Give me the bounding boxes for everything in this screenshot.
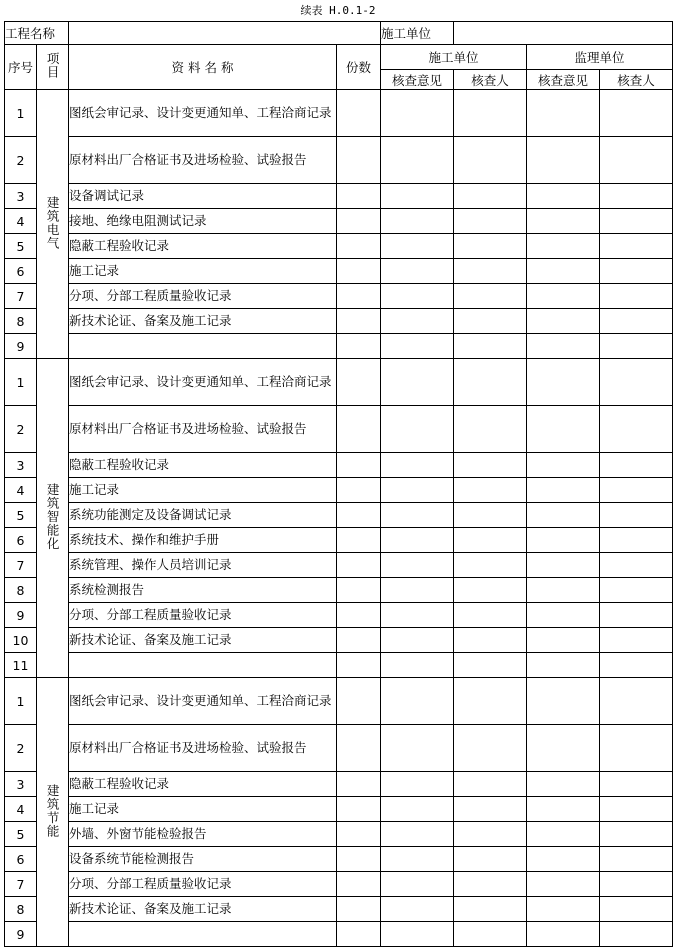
table-row bbox=[5, 359, 673, 406]
row-material-name: 设备系统节能检测报告 bbox=[69, 847, 337, 872]
row-material-name: 原材料出厂合格证书及进场检验、试验报告 bbox=[69, 137, 337, 184]
row-copies-input[interactable] bbox=[337, 653, 381, 678]
row-seq: 2 bbox=[5, 406, 37, 453]
row-construction-review-opinion-input[interactable] bbox=[381, 90, 454, 137]
row-construction-reviewer-input[interactable] bbox=[454, 553, 527, 578]
section-item-name bbox=[37, 90, 69, 359]
row-construction-review-opinion-input[interactable] bbox=[381, 797, 454, 822]
row-construction-review-opinion-input[interactable] bbox=[381, 284, 454, 309]
row-seq: 6 bbox=[5, 259, 37, 284]
row-material-name bbox=[69, 922, 337, 947]
row-supervision-reviewer-input[interactable] bbox=[600, 503, 673, 528]
row-material-name: 接地、绝缘电阻测试记录 bbox=[69, 209, 337, 234]
row-construction-review-opinion-input[interactable] bbox=[381, 553, 454, 578]
row-supervision-review-opinion-input[interactable] bbox=[527, 528, 600, 553]
row-supervision-review-opinion-input[interactable] bbox=[527, 137, 600, 184]
row-construction-review-opinion-input[interactable] bbox=[381, 628, 454, 653]
table-row bbox=[5, 503, 673, 528]
row-construction-review-opinion-input[interactable] bbox=[381, 897, 454, 922]
row-construction-reviewer-input[interactable] bbox=[454, 772, 527, 797]
row-construction-reviewer-input[interactable] bbox=[454, 528, 527, 553]
row-supervision-review-opinion-input[interactable] bbox=[527, 453, 600, 478]
row-construction-reviewer-input[interactable] bbox=[454, 628, 527, 653]
row-material-name: 原材料出厂合格证书及进场检验、试验报告 bbox=[69, 725, 337, 772]
row-construction-reviewer-input[interactable] bbox=[454, 478, 527, 503]
row-seq: 8 bbox=[5, 578, 37, 603]
row-supervision-review-opinion-input[interactable] bbox=[527, 725, 600, 772]
table-row bbox=[5, 137, 673, 184]
row-material-name: 外墙、外窗节能检验报告 bbox=[69, 822, 337, 847]
row-supervision-reviewer-input[interactable] bbox=[600, 359, 673, 406]
table-row bbox=[5, 628, 673, 653]
row-construction-review-opinion-input[interactable] bbox=[381, 234, 454, 259]
row-supervision-review-opinion-input[interactable] bbox=[527, 628, 600, 653]
row-material-name: 系统功能测定及设备调试记录 bbox=[69, 503, 337, 528]
row-copies-input[interactable] bbox=[337, 678, 381, 725]
row-copies-input[interactable] bbox=[337, 822, 381, 847]
row-copies-input[interactable] bbox=[337, 847, 381, 872]
row-construction-reviewer-input[interactable] bbox=[454, 137, 527, 184]
row-construction-reviewer-input[interactable] bbox=[454, 725, 527, 772]
table-row bbox=[5, 678, 673, 725]
section-item-name-label: 建筑智能化 bbox=[45, 482, 61, 551]
column-header-seq bbox=[5, 45, 37, 90]
project-name-label: 工程名称 bbox=[5, 22, 69, 45]
row-supervision-review-opinion-input[interactable] bbox=[527, 922, 600, 947]
table-row bbox=[5, 725, 673, 772]
table-row bbox=[5, 334, 673, 359]
row-supervision-review-opinion-input[interactable] bbox=[527, 872, 600, 897]
row-supervision-review-opinion-input[interactable] bbox=[527, 284, 600, 309]
row-seq: 4 bbox=[5, 797, 37, 822]
row-copies-input[interactable] bbox=[337, 234, 381, 259]
row-seq: 11 bbox=[5, 653, 37, 678]
row-construction-review-opinion-input[interactable] bbox=[381, 259, 454, 284]
row-copies-input[interactable] bbox=[337, 503, 381, 528]
row-seq: 3 bbox=[5, 453, 37, 478]
table-row bbox=[5, 553, 673, 578]
row-supervision-review-opinion-input[interactable] bbox=[527, 678, 600, 725]
table-row bbox=[5, 822, 673, 847]
row-supervision-reviewer-input[interactable] bbox=[600, 725, 673, 772]
row-supervision-review-opinion-input[interactable] bbox=[527, 334, 600, 359]
row-construction-reviewer-input[interactable] bbox=[454, 922, 527, 947]
row-seq: 9 bbox=[5, 922, 37, 947]
row-copies-input[interactable] bbox=[337, 897, 381, 922]
row-construction-review-opinion-input[interactable] bbox=[381, 309, 454, 334]
row-seq: 3 bbox=[5, 772, 37, 797]
table-row bbox=[5, 406, 673, 453]
row-supervision-reviewer-input[interactable] bbox=[600, 578, 673, 603]
column-header-item bbox=[37, 45, 69, 90]
row-material-name: 隐蔽工程验收记录 bbox=[69, 234, 337, 259]
row-construction-review-opinion-input[interactable] bbox=[381, 334, 454, 359]
table-row bbox=[5, 259, 673, 284]
table-row bbox=[5, 184, 673, 209]
row-supervision-reviewer-input[interactable] bbox=[600, 406, 673, 453]
row-construction-review-opinion-input[interactable] bbox=[381, 453, 454, 478]
column-header-construction-reviewer: 核查人 bbox=[454, 70, 527, 90]
row-supervision-review-opinion-input[interactable] bbox=[527, 259, 600, 284]
row-copies-input[interactable] bbox=[337, 528, 381, 553]
row-construction-reviewer-input[interactable] bbox=[454, 678, 527, 725]
row-copies-input[interactable] bbox=[337, 578, 381, 603]
row-copies-input[interactable] bbox=[337, 259, 381, 284]
row-seq: 9 bbox=[5, 603, 37, 628]
row-material-name: 图纸会审记录、设计变更通知单、工程洽商记录 bbox=[69, 90, 337, 137]
row-supervision-review-opinion-input[interactable] bbox=[527, 653, 600, 678]
row-material-name: 隐蔽工程验收记录 bbox=[69, 772, 337, 797]
row-construction-review-opinion-input[interactable] bbox=[381, 359, 454, 406]
row-copies-input[interactable] bbox=[337, 309, 381, 334]
row-supervision-review-opinion-input[interactable] bbox=[527, 553, 600, 578]
row-supervision-reviewer-input[interactable] bbox=[600, 603, 673, 628]
row-supervision-review-opinion-input[interactable] bbox=[527, 209, 600, 234]
construction-unit-value[interactable] bbox=[454, 22, 673, 45]
row-supervision-reviewer-input[interactable] bbox=[600, 678, 673, 725]
row-material-name: 新技术论证、备案及施工记录 bbox=[69, 309, 337, 334]
row-material-name: 隐蔽工程验收记录 bbox=[69, 453, 337, 478]
table-row bbox=[5, 578, 673, 603]
row-material-name: 系统技术、操作和维护手册 bbox=[69, 528, 337, 553]
row-seq: 7 bbox=[5, 284, 37, 309]
row-material-name: 新技术论证、备案及施工记录 bbox=[69, 897, 337, 922]
row-copies-input[interactable] bbox=[337, 453, 381, 478]
row-supervision-reviewer-input[interactable] bbox=[600, 653, 673, 678]
column-header-copies-label: 份数 bbox=[346, 60, 372, 75]
table-row bbox=[5, 772, 673, 797]
row-supervision-reviewer-input[interactable] bbox=[600, 772, 673, 797]
page-title: 续表 H.0.1-2 bbox=[300, 4, 376, 17]
row-construction-reviewer-input[interactable] bbox=[454, 503, 527, 528]
row-construction-review-opinion-input[interactable] bbox=[381, 678, 454, 725]
table-row bbox=[5, 453, 673, 478]
row-supervision-reviewer-input[interactable] bbox=[600, 334, 673, 359]
table-row bbox=[5, 603, 673, 628]
row-seq: 8 bbox=[5, 309, 37, 334]
row-construction-reviewer-input[interactable] bbox=[454, 259, 527, 284]
row-supervision-review-opinion-input[interactable] bbox=[527, 847, 600, 872]
column-header-group-supervision-label: 监理单位 bbox=[574, 50, 625, 65]
material-checklist-table bbox=[4, 21, 673, 947]
row-copies-input[interactable] bbox=[337, 184, 381, 209]
row-supervision-review-opinion-input[interactable] bbox=[527, 478, 600, 503]
table-row bbox=[5, 653, 673, 678]
row-seq: 5 bbox=[5, 503, 37, 528]
row-supervision-review-opinion-input[interactable] bbox=[527, 309, 600, 334]
row-seq: 5 bbox=[5, 234, 37, 259]
row-construction-reviewer-input[interactable] bbox=[454, 897, 527, 922]
table-header-project-row bbox=[5, 22, 673, 45]
column-header-material-name-label: 资 料 名 称 bbox=[171, 60, 234, 75]
row-construction-review-opinion-input[interactable] bbox=[381, 822, 454, 847]
row-material-name: 图纸会审记录、设计变更通知单、工程洽商记录 bbox=[69, 678, 337, 725]
row-seq: 8 bbox=[5, 897, 37, 922]
column-header-group-construction bbox=[381, 45, 527, 70]
section-item-name bbox=[37, 678, 69, 947]
row-supervision-review-opinion-input[interactable] bbox=[527, 822, 600, 847]
table-row bbox=[5, 478, 673, 503]
row-seq: 4 bbox=[5, 478, 37, 503]
row-construction-review-opinion-input[interactable] bbox=[381, 578, 454, 603]
row-construction-reviewer-input[interactable] bbox=[454, 90, 527, 137]
row-supervision-review-opinion-input[interactable] bbox=[527, 603, 600, 628]
row-copies-input[interactable] bbox=[337, 137, 381, 184]
table-row bbox=[5, 797, 673, 822]
row-supervision-review-opinion-input[interactable] bbox=[527, 359, 600, 406]
row-construction-review-opinion-input[interactable] bbox=[381, 184, 454, 209]
row-construction-reviewer-input[interactable] bbox=[454, 822, 527, 847]
row-construction-reviewer-input[interactable] bbox=[454, 578, 527, 603]
row-seq: 5 bbox=[5, 822, 37, 847]
row-seq: 1 bbox=[5, 90, 37, 137]
section-item-name-label: 建筑电气 bbox=[45, 195, 61, 250]
row-construction-reviewer-input[interactable] bbox=[454, 406, 527, 453]
column-header-construction-review-opinion: 核查意见 bbox=[381, 70, 454, 90]
column-header-supervision-review-opinion: 核查意见 bbox=[527, 70, 600, 90]
table-row bbox=[5, 872, 673, 897]
row-seq: 10 bbox=[5, 628, 37, 653]
row-copies-input[interactable] bbox=[337, 90, 381, 137]
row-construction-review-opinion-input[interactable] bbox=[381, 922, 454, 947]
row-construction-review-opinion-input[interactable] bbox=[381, 503, 454, 528]
row-construction-reviewer-input[interactable] bbox=[454, 453, 527, 478]
row-supervision-review-opinion-input[interactable] bbox=[527, 772, 600, 797]
column-header-supervision-reviewer: 核查人 bbox=[600, 70, 673, 90]
row-material-name bbox=[69, 334, 337, 359]
table-row bbox=[5, 922, 673, 947]
row-seq: 3 bbox=[5, 184, 37, 209]
row-construction-review-opinion-input[interactable] bbox=[381, 406, 454, 453]
row-supervision-review-opinion-input[interactable] bbox=[527, 406, 600, 453]
column-header-group-construction-label: 施工单位 bbox=[428, 50, 479, 65]
row-supervision-reviewer-input[interactable] bbox=[600, 628, 673, 653]
row-supervision-reviewer-input[interactable] bbox=[600, 137, 673, 184]
table-row bbox=[5, 234, 673, 259]
row-seq: 7 bbox=[5, 553, 37, 578]
row-supervision-reviewer-input[interactable] bbox=[600, 209, 673, 234]
row-supervision-reviewer-input[interactable] bbox=[600, 90, 673, 137]
row-construction-review-opinion-input[interactable] bbox=[381, 209, 454, 234]
row-seq: 9 bbox=[5, 334, 37, 359]
row-construction-review-opinion-input[interactable] bbox=[381, 872, 454, 897]
row-copies-input[interactable] bbox=[337, 478, 381, 503]
row-seq: 2 bbox=[5, 725, 37, 772]
column-header-copies bbox=[337, 45, 381, 90]
column-header-material-name bbox=[69, 45, 337, 90]
row-material-name: 系统检测报告 bbox=[69, 578, 337, 603]
row-supervision-reviewer-input[interactable] bbox=[600, 528, 673, 553]
row-copies-input[interactable] bbox=[337, 406, 381, 453]
row-construction-reviewer-input[interactable] bbox=[454, 359, 527, 406]
row-supervision-reviewer-input[interactable] bbox=[600, 797, 673, 822]
row-material-name: 分项、分部工程质量验收记录 bbox=[69, 872, 337, 897]
table-row bbox=[5, 847, 673, 872]
section-item-name bbox=[37, 359, 69, 678]
row-supervision-review-opinion-input[interactable] bbox=[527, 897, 600, 922]
row-construction-review-opinion-input[interactable] bbox=[381, 528, 454, 553]
row-copies-input[interactable] bbox=[337, 284, 381, 309]
row-supervision-review-opinion-input[interactable] bbox=[527, 184, 600, 209]
row-material-name: 施工记录 bbox=[69, 797, 337, 822]
row-supervision-review-opinion-input[interactable] bbox=[527, 578, 600, 603]
row-supervision-reviewer-input[interactable] bbox=[600, 872, 673, 897]
row-supervision-reviewer-input[interactable] bbox=[600, 847, 673, 872]
row-supervision-reviewer-input[interactable] bbox=[600, 453, 673, 478]
table-row bbox=[5, 309, 673, 334]
row-construction-reviewer-input[interactable] bbox=[454, 334, 527, 359]
column-header-seq-label: 序号 bbox=[7, 60, 33, 75]
row-copies-input[interactable] bbox=[337, 628, 381, 653]
row-construction-review-opinion-input[interactable] bbox=[381, 603, 454, 628]
table-row bbox=[5, 209, 673, 234]
row-material-name: 分项、分部工程质量验收记录 bbox=[69, 284, 337, 309]
row-seq: 2 bbox=[5, 137, 37, 184]
row-supervision-reviewer-input[interactable] bbox=[600, 184, 673, 209]
row-seq: 1 bbox=[5, 359, 37, 406]
row-construction-reviewer-input[interactable] bbox=[454, 309, 527, 334]
row-copies-input[interactable] bbox=[337, 797, 381, 822]
row-supervision-review-opinion-input[interactable] bbox=[527, 503, 600, 528]
row-material-name: 施工记录 bbox=[69, 478, 337, 503]
row-supervision-reviewer-input[interactable] bbox=[600, 309, 673, 334]
row-material-name: 系统管理、操作人员培训记录 bbox=[69, 553, 337, 578]
row-construction-review-opinion-input[interactable] bbox=[381, 653, 454, 678]
table-row bbox=[5, 897, 673, 922]
table-row bbox=[5, 284, 673, 309]
row-construction-review-opinion-input[interactable] bbox=[381, 478, 454, 503]
column-header-item-label: 项目 bbox=[45, 52, 61, 79]
row-seq: 1 bbox=[5, 678, 37, 725]
row-construction-review-opinion-input[interactable] bbox=[381, 137, 454, 184]
row-supervision-reviewer-input[interactable] bbox=[600, 284, 673, 309]
row-construction-reviewer-input[interactable] bbox=[454, 797, 527, 822]
row-construction-reviewer-input[interactable] bbox=[454, 184, 527, 209]
row-copies-input[interactable] bbox=[337, 725, 381, 772]
row-construction-reviewer-input[interactable] bbox=[454, 209, 527, 234]
row-supervision-reviewer-input[interactable] bbox=[600, 897, 673, 922]
row-supervision-reviewer-input[interactable] bbox=[600, 822, 673, 847]
row-construction-reviewer-input[interactable] bbox=[454, 284, 527, 309]
row-supervision-reviewer-input[interactable] bbox=[600, 234, 673, 259]
row-copies-input[interactable] bbox=[337, 603, 381, 628]
row-material-name: 新技术论证、备案及施工记录 bbox=[69, 628, 337, 653]
row-supervision-reviewer-input[interactable] bbox=[600, 922, 673, 947]
row-copies-input[interactable] bbox=[337, 922, 381, 947]
row-copies-input[interactable] bbox=[337, 553, 381, 578]
row-material-name: 图纸会审记录、设计变更通知单、工程洽商记录 bbox=[69, 359, 337, 406]
row-construction-review-opinion-input[interactable] bbox=[381, 725, 454, 772]
row-copies-input[interactable] bbox=[337, 872, 381, 897]
section-item-name-label: 建筑节能 bbox=[45, 783, 61, 838]
column-header-group-supervision bbox=[527, 45, 673, 70]
row-material-name: 设备调试记录 bbox=[69, 184, 337, 209]
row-supervision-reviewer-input[interactable] bbox=[600, 259, 673, 284]
row-supervision-reviewer-input[interactable] bbox=[600, 478, 673, 503]
row-supervision-reviewer-input[interactable] bbox=[600, 553, 673, 578]
row-construction-reviewer-input[interactable] bbox=[454, 234, 527, 259]
row-seq: 4 bbox=[5, 209, 37, 234]
row-copies-input[interactable] bbox=[337, 359, 381, 406]
row-construction-review-opinion-input[interactable] bbox=[381, 847, 454, 872]
row-construction-reviewer-input[interactable] bbox=[454, 653, 527, 678]
row-supervision-review-opinion-input[interactable] bbox=[527, 90, 600, 137]
row-construction-reviewer-input[interactable] bbox=[454, 847, 527, 872]
project-name-value[interactable] bbox=[69, 22, 381, 45]
row-construction-review-opinion-input[interactable] bbox=[381, 772, 454, 797]
row-supervision-review-opinion-input[interactable] bbox=[527, 234, 600, 259]
row-seq: 7 bbox=[5, 872, 37, 897]
row-construction-reviewer-input[interactable] bbox=[454, 603, 527, 628]
row-seq: 6 bbox=[5, 847, 37, 872]
row-material-name: 施工记录 bbox=[69, 259, 337, 284]
row-material-name: 原材料出厂合格证书及进场检验、试验报告 bbox=[69, 406, 337, 453]
row-seq: 6 bbox=[5, 528, 37, 553]
row-construction-reviewer-input[interactable] bbox=[454, 872, 527, 897]
row-material-name: 分项、分部工程质量验收记录 bbox=[69, 603, 337, 628]
row-copies-input[interactable] bbox=[337, 334, 381, 359]
row-copies-input[interactable] bbox=[337, 209, 381, 234]
table-row bbox=[5, 528, 673, 553]
row-supervision-review-opinion-input[interactable] bbox=[527, 797, 600, 822]
table-row bbox=[5, 90, 673, 137]
table-header-group-row bbox=[5, 45, 673, 70]
row-material-name bbox=[69, 653, 337, 678]
row-copies-input[interactable] bbox=[337, 772, 381, 797]
construction-unit-label: 施工单位 bbox=[381, 22, 454, 45]
